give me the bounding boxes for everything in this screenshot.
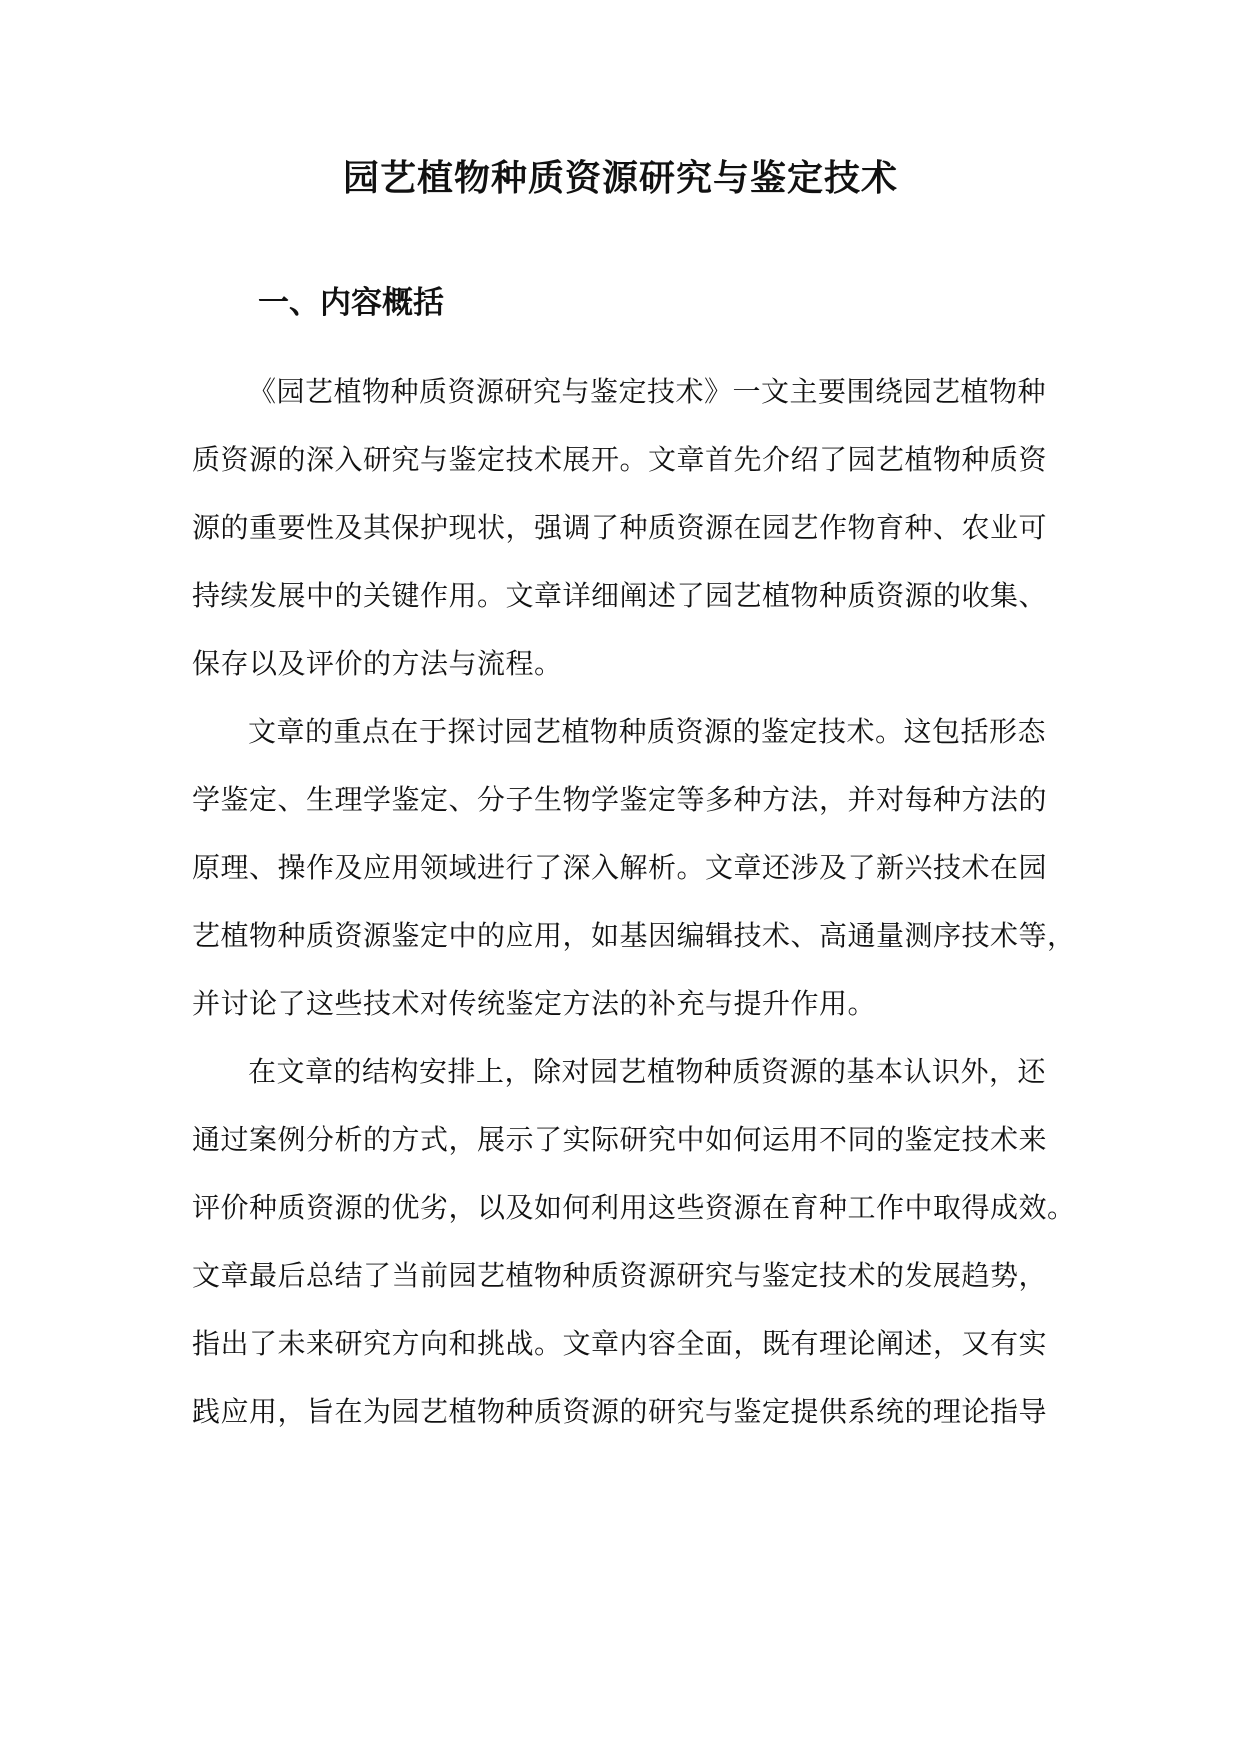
paragraph-line: 《园艺植物种质资源研究与鉴定技术》一文主要围绕园艺植物种 [248, 375, 1047, 408]
paragraph-line: 文章的重点在于探讨园艺植物种质资源的鉴定技术。这包括形态 [248, 715, 1047, 748]
paragraph-line: 文章最后总结了当前园艺植物种质资源研究与鉴定技术的发展趋势， [192, 1259, 1048, 1292]
paragraph-line: 质资源的深入研究与鉴定技术展开。文章首先介绍了园艺植物种质资 [192, 443, 1048, 476]
paragraph-line: 在文章的结构安排上，除对园艺植物种质资源的基本认识外，还 [248, 1055, 1047, 1088]
paragraph-line: 持续发展中的关键作用。文章详细阐述了园艺植物种质资源的收集、 [192, 579, 1048, 612]
paragraph-line: 评价种质资源的优劣，以及如何利用这些资源在育种工作中取得成效。 [192, 1191, 1076, 1224]
paragraph [192, 1038, 1076, 1446]
paragraph-line: 原理、操作及应用领域进行了深入解析。文章还涉及了新兴技术在园 [192, 851, 1048, 884]
paragraph-line: 通过案例分析的方式，展示了实际研究中如何运用不同的鉴定技术来 [192, 1123, 1048, 1156]
document-body [192, 358, 1076, 1446]
section-heading: 一、内容概括 [258, 285, 444, 321]
paragraph [192, 358, 1059, 698]
paragraph-line: 指出了未来研究方向和挑战。文章内容全面，既有理论阐述，又有实 [192, 1327, 1048, 1360]
paragraph-line: 学鉴定、生理学鉴定、分子生物学鉴定等多种方法，并对每种方法的 [192, 783, 1048, 816]
paragraph-line: 源的重要性及其保护现状，强调了种质资源在园艺作物育种、农业可 [192, 511, 1048, 544]
paragraph-line: 践应用，旨在为园艺植物种质资源的研究与鉴定提供系统的理论指导 [192, 1395, 1048, 1428]
paragraph-line: 保存以及评价的方法与流程。 [192, 647, 563, 680]
document-title: 园艺植物种质资源研究与鉴定技术 [342, 157, 898, 199]
paragraph-line: 艺植物种质资源鉴定中的应用，如基因编辑技术、高通量测序技术等， [192, 919, 1076, 952]
paragraph [192, 698, 1076, 1038]
paragraph-line: 并讨论了这些技术对传统鉴定方法的补充与提升作用。 [192, 987, 877, 1020]
